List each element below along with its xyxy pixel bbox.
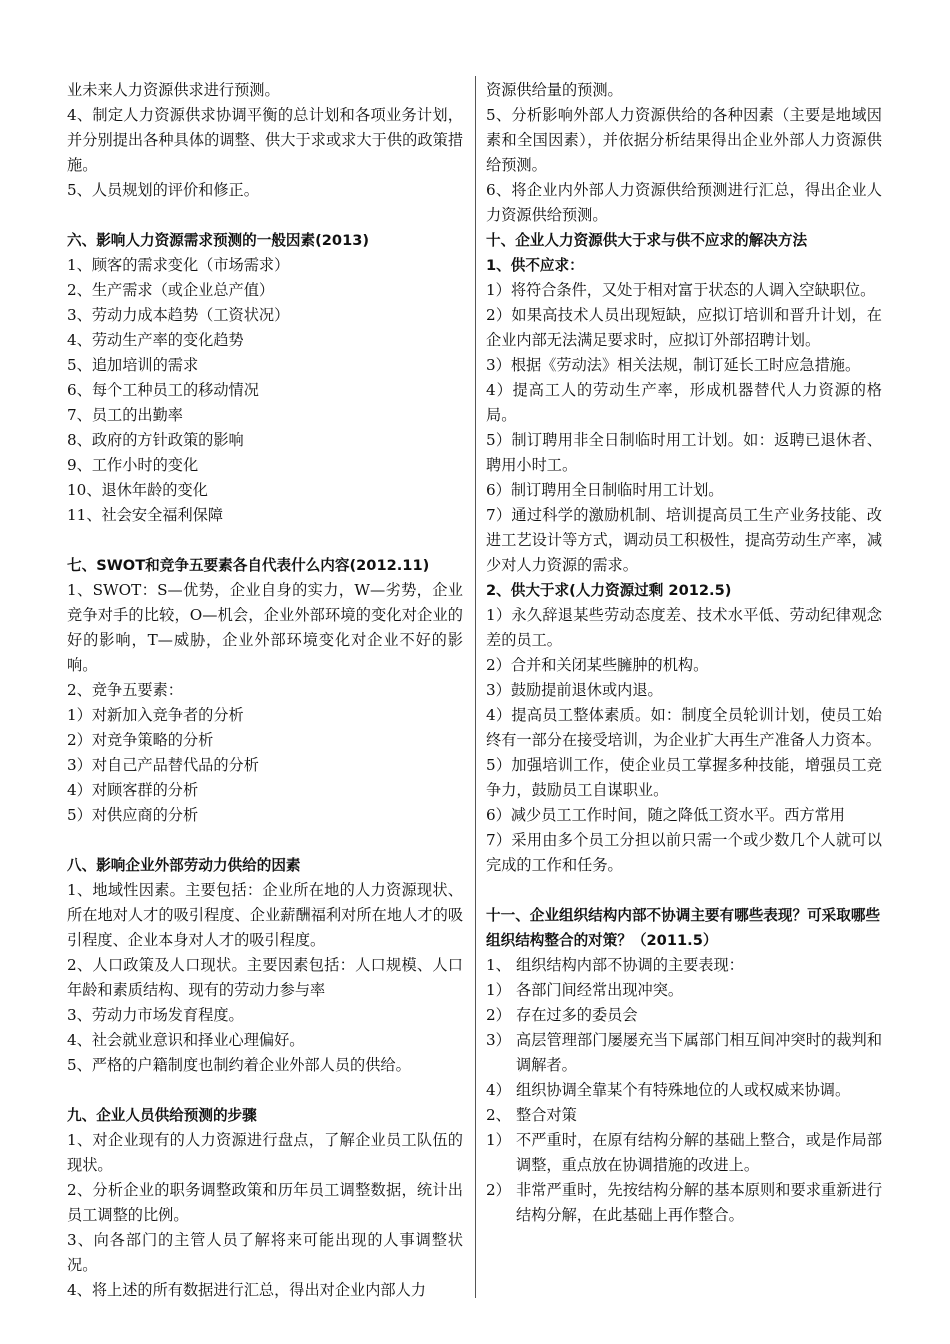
- paragraph: 4、劳动生产率的变化趋势: [67, 331, 244, 349]
- section-heading: 2、供大于求(人力资源过剩 2012.5): [486, 582, 732, 599]
- paragraph: 11、社会安全福利保障: [67, 506, 224, 524]
- section-heading: 十、企业人力资源供大于求与供不应求的解决方法: [486, 232, 808, 249]
- paragraph: 1、顾客的需求变化（市场需求）: [67, 256, 290, 274]
- paragraph: 6）制订聘用全日制临时用工计划。: [486, 481, 724, 499]
- paragraph: 3、向各部门的主管人员了解将来可能出现的人事调整状况。: [67, 1231, 463, 1274]
- paragraph: 7）采用由多个员工分担以前只需一个或少数几个人就可以完成的工作和任务。: [486, 831, 882, 874]
- item-number: 1）: [486, 981, 511, 999]
- item-text: 存在过多的委员会: [516, 1006, 638, 1024]
- paragraph: 1）对新加入竞争者的分析: [67, 706, 244, 724]
- item-text: 不严重时，在原有结构分解的基础上整合，或是作局部调整，重点放在协调措施的改进上。: [516, 1131, 882, 1174]
- numbered-item: [486, 1078, 882, 1103]
- paragraph: 2、分析企业的职务调整政策和历年员工调整数据，统计出员工调整的比例。: [67, 1181, 463, 1224]
- blank-line: [67, 528, 463, 553]
- paragraph: 7）通过科学的激励机制、培训提高员工生产业务技能、改进工艺设计等方式，调动员工积极性，提高劳动生产率，减少对人力资源的需求。: [486, 506, 882, 574]
- paragraph: 2、人口政策及人口现状。主要因素包括：人口规模、人口年龄和素质结构、现有的劳动力参与率: [67, 956, 463, 999]
- item-text: 整合对策: [516, 1106, 577, 1124]
- paragraph: 3）根据《劳动法》相关法规，制订延长工时应急措施。: [486, 356, 861, 374]
- paragraph: 业未来人力资源供求进行预测。: [67, 81, 280, 99]
- paragraph: 3、劳动力市场发育程度。: [67, 1006, 244, 1024]
- paragraph: 资源供给量的预测。: [486, 81, 623, 99]
- paragraph: 9、工作小时的变化: [67, 456, 199, 474]
- paragraph: 5）制订聘用非全日制临时用工计划。如：返聘已退休者、聘用小时工。: [486, 431, 882, 474]
- paragraph: 3）对自己产品替代品的分析: [67, 756, 259, 774]
- paragraph: 5、分析影响外部人力资源供给的各种因素（主要是地域因素和全国因素），并依据分析结果得出企业外部人力资源供给预测。: [486, 106, 882, 174]
- item-text: 组织结构内部不协调的主要表现：: [516, 956, 744, 974]
- item-text: 组织协调全靠某个有特殊地位的人或权威来协调。: [516, 1081, 851, 1099]
- paragraph: 4、制定人力资源供求协调平衡的总计划和各项业务计划，并分别提出各种具体的调整、供大于求或求大于供的政策措施。: [67, 106, 463, 174]
- numbered-item: [486, 1178, 882, 1228]
- paragraph: 10、退休年龄的变化: [67, 481, 208, 499]
- item-number: 1、: [486, 956, 511, 974]
- blank-line: [486, 878, 882, 903]
- section-heading: 十一、企业组织结构内部不协调主要有哪些表现？可采取哪些组织结构整合的对策？（2011.5）: [486, 907, 881, 949]
- paragraph: 5）对供应商的分析: [67, 806, 199, 824]
- paragraph: 1、地域性因素。主要包括：企业所在地的人力资源现状、所在地对人才的吸引程度、企业薪酬福利对所在地人才的吸引程度、企业本身对人才的吸引程度。: [67, 881, 463, 949]
- item-number: 1）: [486, 1131, 511, 1149]
- numbered-item: [486, 1103, 882, 1128]
- blank-line: [67, 1078, 463, 1103]
- paragraph: 1、SWOT：S—优势，企业自身的实力，W—劣势，企业竞争对手的比较，O—机会，企业外部环境的变化对企业的好的影响，T—威胁，企业外部环境变化对企业不好的影响。: [67, 581, 463, 674]
- item-number: 4）: [486, 1081, 511, 1099]
- item-text: 非常严重时，先按结构分解的基本原则和要求重新进行结构分解，在此基础上再作整合。: [516, 1181, 882, 1224]
- paragraph: 3）鼓励提前退休或内退。: [486, 681, 663, 699]
- numbered-item: [486, 1028, 882, 1078]
- paragraph: 4）提高员工整体素质。如：制度全员轮训计划，使员工始终有一部分在接受培训，为企业扩大再生产准备人力资本。: [486, 706, 882, 749]
- item-number: 2）: [486, 1006, 511, 1024]
- section-heading: 六、影响人力资源需求预测的一般因素(2013): [67, 232, 370, 249]
- numbered-item: [486, 978, 882, 1003]
- section-heading: 七、SWOT和竞争五要素各自代表什么内容(2012.11): [67, 557, 430, 574]
- blank-line: [67, 203, 463, 228]
- item-text: 各部门间经常出现冲突。: [516, 981, 684, 999]
- paragraph: 2）如果高技术人员出现短缺，应拟订培训和晋升计划，在企业内部无法满足要求时，应拟订外部招聘计划。: [486, 306, 882, 349]
- paragraph: 4、将上述的所有数据进行汇总，得出对企业内部人力: [67, 1281, 426, 1299]
- paragraph: 6、每个工种员工的移动情况: [67, 381, 259, 399]
- paragraph: 7、员工的出勤率: [67, 406, 183, 424]
- item-number: 3）: [486, 1031, 511, 1049]
- paragraph: 4）对顾客群的分析: [67, 781, 199, 799]
- paragraph: 2、竞争五要素：: [67, 681, 183, 699]
- paragraph: 5、人员规划的评价和修正。: [67, 181, 259, 199]
- paragraph: 1、对企业现有的人力资源进行盘点，了解企业员工队伍的现状。: [67, 1131, 463, 1174]
- paragraph: 3、劳动力成本趋势（工资状况）: [67, 306, 290, 324]
- paragraph: 5、追加培训的需求: [67, 356, 199, 374]
- numbered-item: [486, 953, 882, 978]
- section-heading: 1、供不应求：: [486, 257, 584, 274]
- numbered-item: [486, 1128, 882, 1178]
- paragraph: 8、政府的方针政策的影响: [67, 431, 244, 449]
- paragraph: 2、生产需求（或企业总产值）: [67, 281, 275, 299]
- item-text: 高层管理部门屡屡充当下属部门相互间冲突时的裁判和调解者。: [516, 1031, 882, 1074]
- column-divider: [475, 76, 476, 1298]
- right-column: [486, 78, 882, 1228]
- section-heading: 八、影响企业外部劳动力供给的因素: [67, 857, 301, 874]
- numbered-item: [486, 1003, 882, 1028]
- paragraph: 6）减少员工工作时间，随之降低工资水平。西方常用: [486, 806, 845, 824]
- item-number: 2）: [486, 1181, 511, 1199]
- paragraph: 4、社会就业意识和择业心理偏好。: [67, 1031, 305, 1049]
- left-column: [67, 78, 463, 1303]
- paragraph: 2）合并和关闭某些臃肿的机构。: [486, 656, 709, 674]
- paragraph: 1）将符合条件，又处于相对富于状态的人调入空缺职位。: [486, 281, 876, 299]
- blank-line: [67, 828, 463, 853]
- paragraph: 6、将企业内外部人力资源供给预测进行汇总，得出企业人力资源供给预测。: [486, 181, 882, 224]
- paragraph: 5）加强培训工作，使企业员工掌握多种技能，增强员工竞争力，鼓励员工自谋职业。: [486, 756, 882, 799]
- paragraph: 2）对竞争策略的分析: [67, 731, 214, 749]
- paragraph: 1）永久辞退某些劳动态度差、技术水平低、劳动纪律观念差的员工。: [486, 606, 882, 649]
- section-heading: 九、企业人员供给预测的步骤: [67, 1107, 257, 1124]
- paragraph: 5、严格的户籍制度也制约着企业外部人员的供给。: [67, 1056, 411, 1074]
- paragraph: 4）提高工人的劳动生产率，形成机器替代人力资源的格局。: [486, 381, 882, 424]
- item-number: 2、: [486, 1106, 511, 1124]
